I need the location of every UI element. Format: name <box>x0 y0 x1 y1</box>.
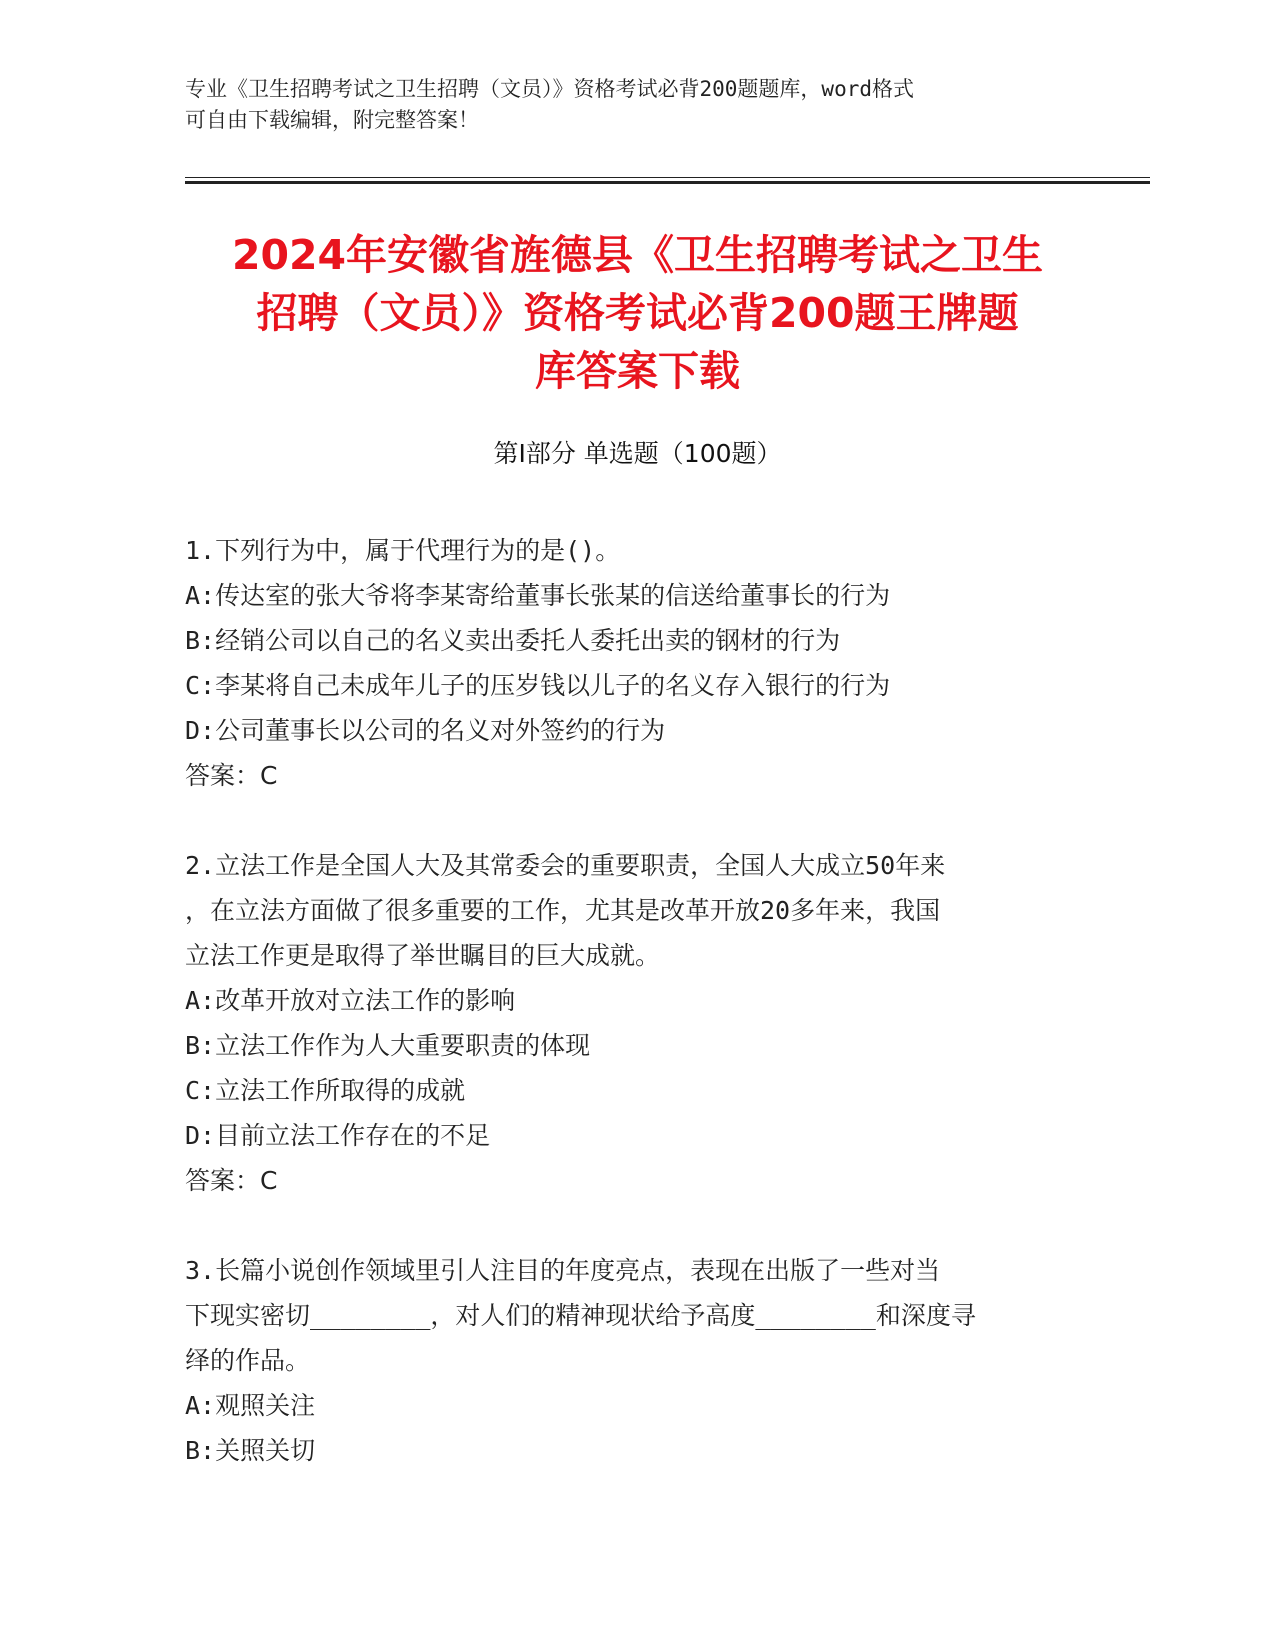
title-line-2: 招聘（文员）》资格考试必背200题王牌题 <box>256 289 1019 337</box>
option-b: B:立法工作作为人大重要职责的体现 <box>185 1031 591 1060</box>
question-stem-line: ，在立法方面做了很多重要的工作，尤其是改革开放20多年来，我国 <box>185 896 941 925</box>
option-b: B:关照关切 <box>185 1436 316 1465</box>
section-heading: 第Ⅰ部分 单选题（100题） <box>493 439 782 468</box>
document-title <box>185 226 1090 400</box>
question-stem-line: 下现实密切________，对人们的精神现状给予高度________和深度寻 <box>185 1301 976 1330</box>
option-a: A:传达室的张大爷将李某寄给董事长张某的信送给董事长的行为 <box>185 581 891 610</box>
question-stem-line: 1.下列行为中，属于代理行为的是()。 <box>185 536 621 565</box>
title-line-1: 2024年安徽省旌德县《卫生招聘考试之卫生 <box>231 231 1044 279</box>
question-stem-line: 2.立法工作是全国人大及其常委会的重要职责，全国人大成立50年来 <box>185 851 946 880</box>
question-stem-line: 绎的作品。 <box>185 1346 311 1375</box>
answer-line: 答案：C <box>185 1166 278 1195</box>
option-a: A:观照关注 <box>185 1391 316 1420</box>
question-stem-line: 立法工作更是取得了举世瞩目的巨大成就。 <box>185 941 661 970</box>
header-note-line-2: 可自由下载编辑，附完整答案！ <box>185 108 479 132</box>
option-d: D:目前立法工作存在的不足 <box>185 1121 491 1150</box>
question-2 <box>185 843 1075 1203</box>
header-note-line-1: 专业《卫生招聘考试之卫生招聘（文员）》资格考试必背200题题库，word格式 <box>185 77 914 101</box>
question-list <box>185 528 1075 1518</box>
option-a: A:改革开放对立法工作的影响 <box>185 986 516 1015</box>
option-b: B:经销公司以自己的名义卖出委托人委托出卖的钢材的行为 <box>185 626 841 655</box>
option-c: C:立法工作所取得的成就 <box>185 1076 466 1105</box>
header-note <box>185 74 1065 136</box>
option-d: D:公司董事长以公司的名义对外签约的行为 <box>185 716 666 745</box>
title-line-3: 库答案下载 <box>535 347 740 395</box>
question-3 <box>185 1248 1075 1473</box>
option-c: C:李某将自己未成年儿子的压岁钱以儿子的名义存入银行的行为 <box>185 671 891 700</box>
header-divider-thick <box>185 181 1150 184</box>
question-1 <box>185 528 1075 798</box>
answer-line: 答案：C <box>185 761 278 790</box>
header-divider-thin <box>185 177 1150 178</box>
question-stem-line: 3.长篇小说创作领域里引人注目的年度亮点，表现在出版了一些对当 <box>185 1256 941 1285</box>
